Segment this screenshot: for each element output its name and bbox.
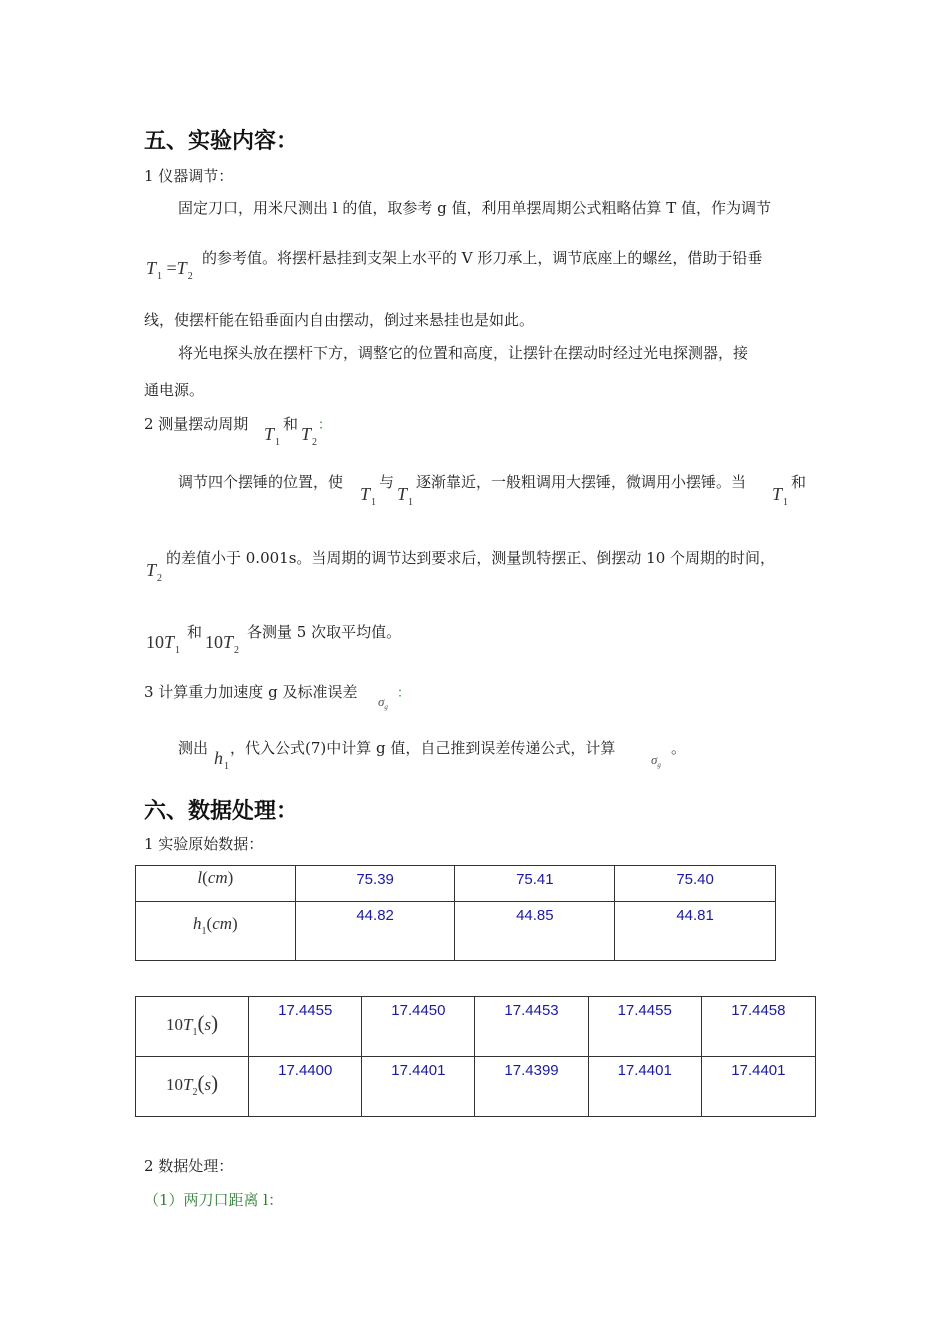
table-row [136,1057,816,1117]
step3-heading: 3 计算重力加速度 g 及标准误差 [144,683,358,701]
table-row [136,866,776,902]
step2-paragraph-a: 调节四个摆锤的位置，使 [178,473,344,491]
math-t2: $T_2$ [301,424,318,448]
math-t1: $T_1$ [397,484,414,508]
step2-paragraph-line2: 的差值小于 0.001s。当周期的调节达到要求后，测量凯特摆正、倒摆动 10 个周期的时间， [166,549,776,567]
math-10t2: $10T_2$ [205,632,240,656]
step3-paragraph-a: 测出 [178,739,209,757]
section-5-title: 五、实验内容： [144,129,299,154]
math-t2: $T_2$ [146,560,163,584]
table-cell: 75.39 [295,866,455,902]
math-sigma-g: $\sigma_g$ [651,752,661,769]
table-cell: 17.4401 [362,1057,475,1117]
table-row [136,997,816,1057]
step2-paragraph-line3: 各测量 5 次取平均值。 [247,623,402,641]
table-cell: 17.4458 [701,997,815,1057]
math-t1-equals-t2: $T_1 =T_2$ [146,258,193,282]
step2-paragraph-b: 与 [379,473,395,491]
table-cell: 44.85 [455,902,615,961]
step2-heading: 2 测量摆动周期 [144,415,249,433]
table-row-label: $10T_2(s)$ [136,1057,249,1117]
step3-paragraph-b: ，代入公式(7)中计算 g 值，自己推到误差传递公式，计算 [230,739,616,757]
table-row-label: $10T_1(s)$ [136,997,249,1057]
math-t1: $T_1$ [772,484,789,508]
section6-sub2-1: （1）两刀口距离 l： [144,1191,284,1209]
table-cell: 75.40 [615,866,776,902]
table-row [136,902,776,961]
table-cell: 17.4455 [249,997,362,1057]
table-cell: 44.82 [295,902,455,961]
raw-data-table-1 [135,865,776,961]
table-cell: 17.4450 [362,997,475,1057]
table-cell: 75.41 [455,866,615,902]
table-cell: 17.4401 [588,1057,701,1117]
step1-heading: 1 仪器调节： [144,167,234,185]
table-cell: 17.4453 [475,997,588,1057]
raw-data-table-2 [135,996,816,1117]
table-row-label: $h_1(cm)$ [136,902,296,961]
math-t1: $T_1$ [264,424,281,448]
table-cell: 17.4455 [588,997,701,1057]
step1-paragraph1-line3: 线，使摆杆能在铅垂面内自由摆动，倒过来悬挂也是如此。 [144,311,535,329]
step1-paragraph2-line1: 将光电探头放在摆杆下方，调整它的位置和高度，让摆针在摆动时经过光电探测器，接 [178,344,749,362]
section6-sub2: 2 数据处理： [144,1157,234,1175]
math-h1: $h_1$ [214,748,229,772]
math-sigma-g: $\sigma_g$ [378,694,388,711]
step3-paragraph-c: 。 [671,739,687,757]
math-10t1: $10T_1$ [146,632,181,656]
step2-paragraph-c: 逐渐靠近，一般粗调用大摆锤，微调用小摆锤。当 [416,473,747,491]
table-cell: 17.4401 [701,1057,815,1117]
step2-heading-colon: ： [318,418,332,433]
table-cell: 17.4399 [475,1057,588,1117]
section6-sub1: 1 实验原始数据： [144,835,264,853]
step1-paragraph1-line1: 固定刀口，用米尺测出 l 的值，取参考 g 值，利用单摆周期公式粗略估算 T 值，作为调节 [178,199,772,217]
step2-paragraph-d: 和 [791,473,807,491]
step1-paragraph2-line2: 通电源。 [144,381,205,399]
step2-heading-and: 和 [283,415,299,433]
section-6-title: 六、数据处理： [144,799,299,824]
step3-heading-colon: ： [397,686,411,701]
step2-paragraph-and2: 和 [187,623,203,641]
step1-paragraph1-line2: 的参考值。将摆杆悬挂到支架上水平的 V 形刀承上，调节底座上的螺丝，借助于铅垂 [202,249,763,267]
table-cell: 44.81 [615,902,776,961]
table-cell: 17.4400 [249,1057,362,1117]
table-row-label: l(cm) [136,866,296,902]
math-t1: $T_1$ [360,484,377,508]
